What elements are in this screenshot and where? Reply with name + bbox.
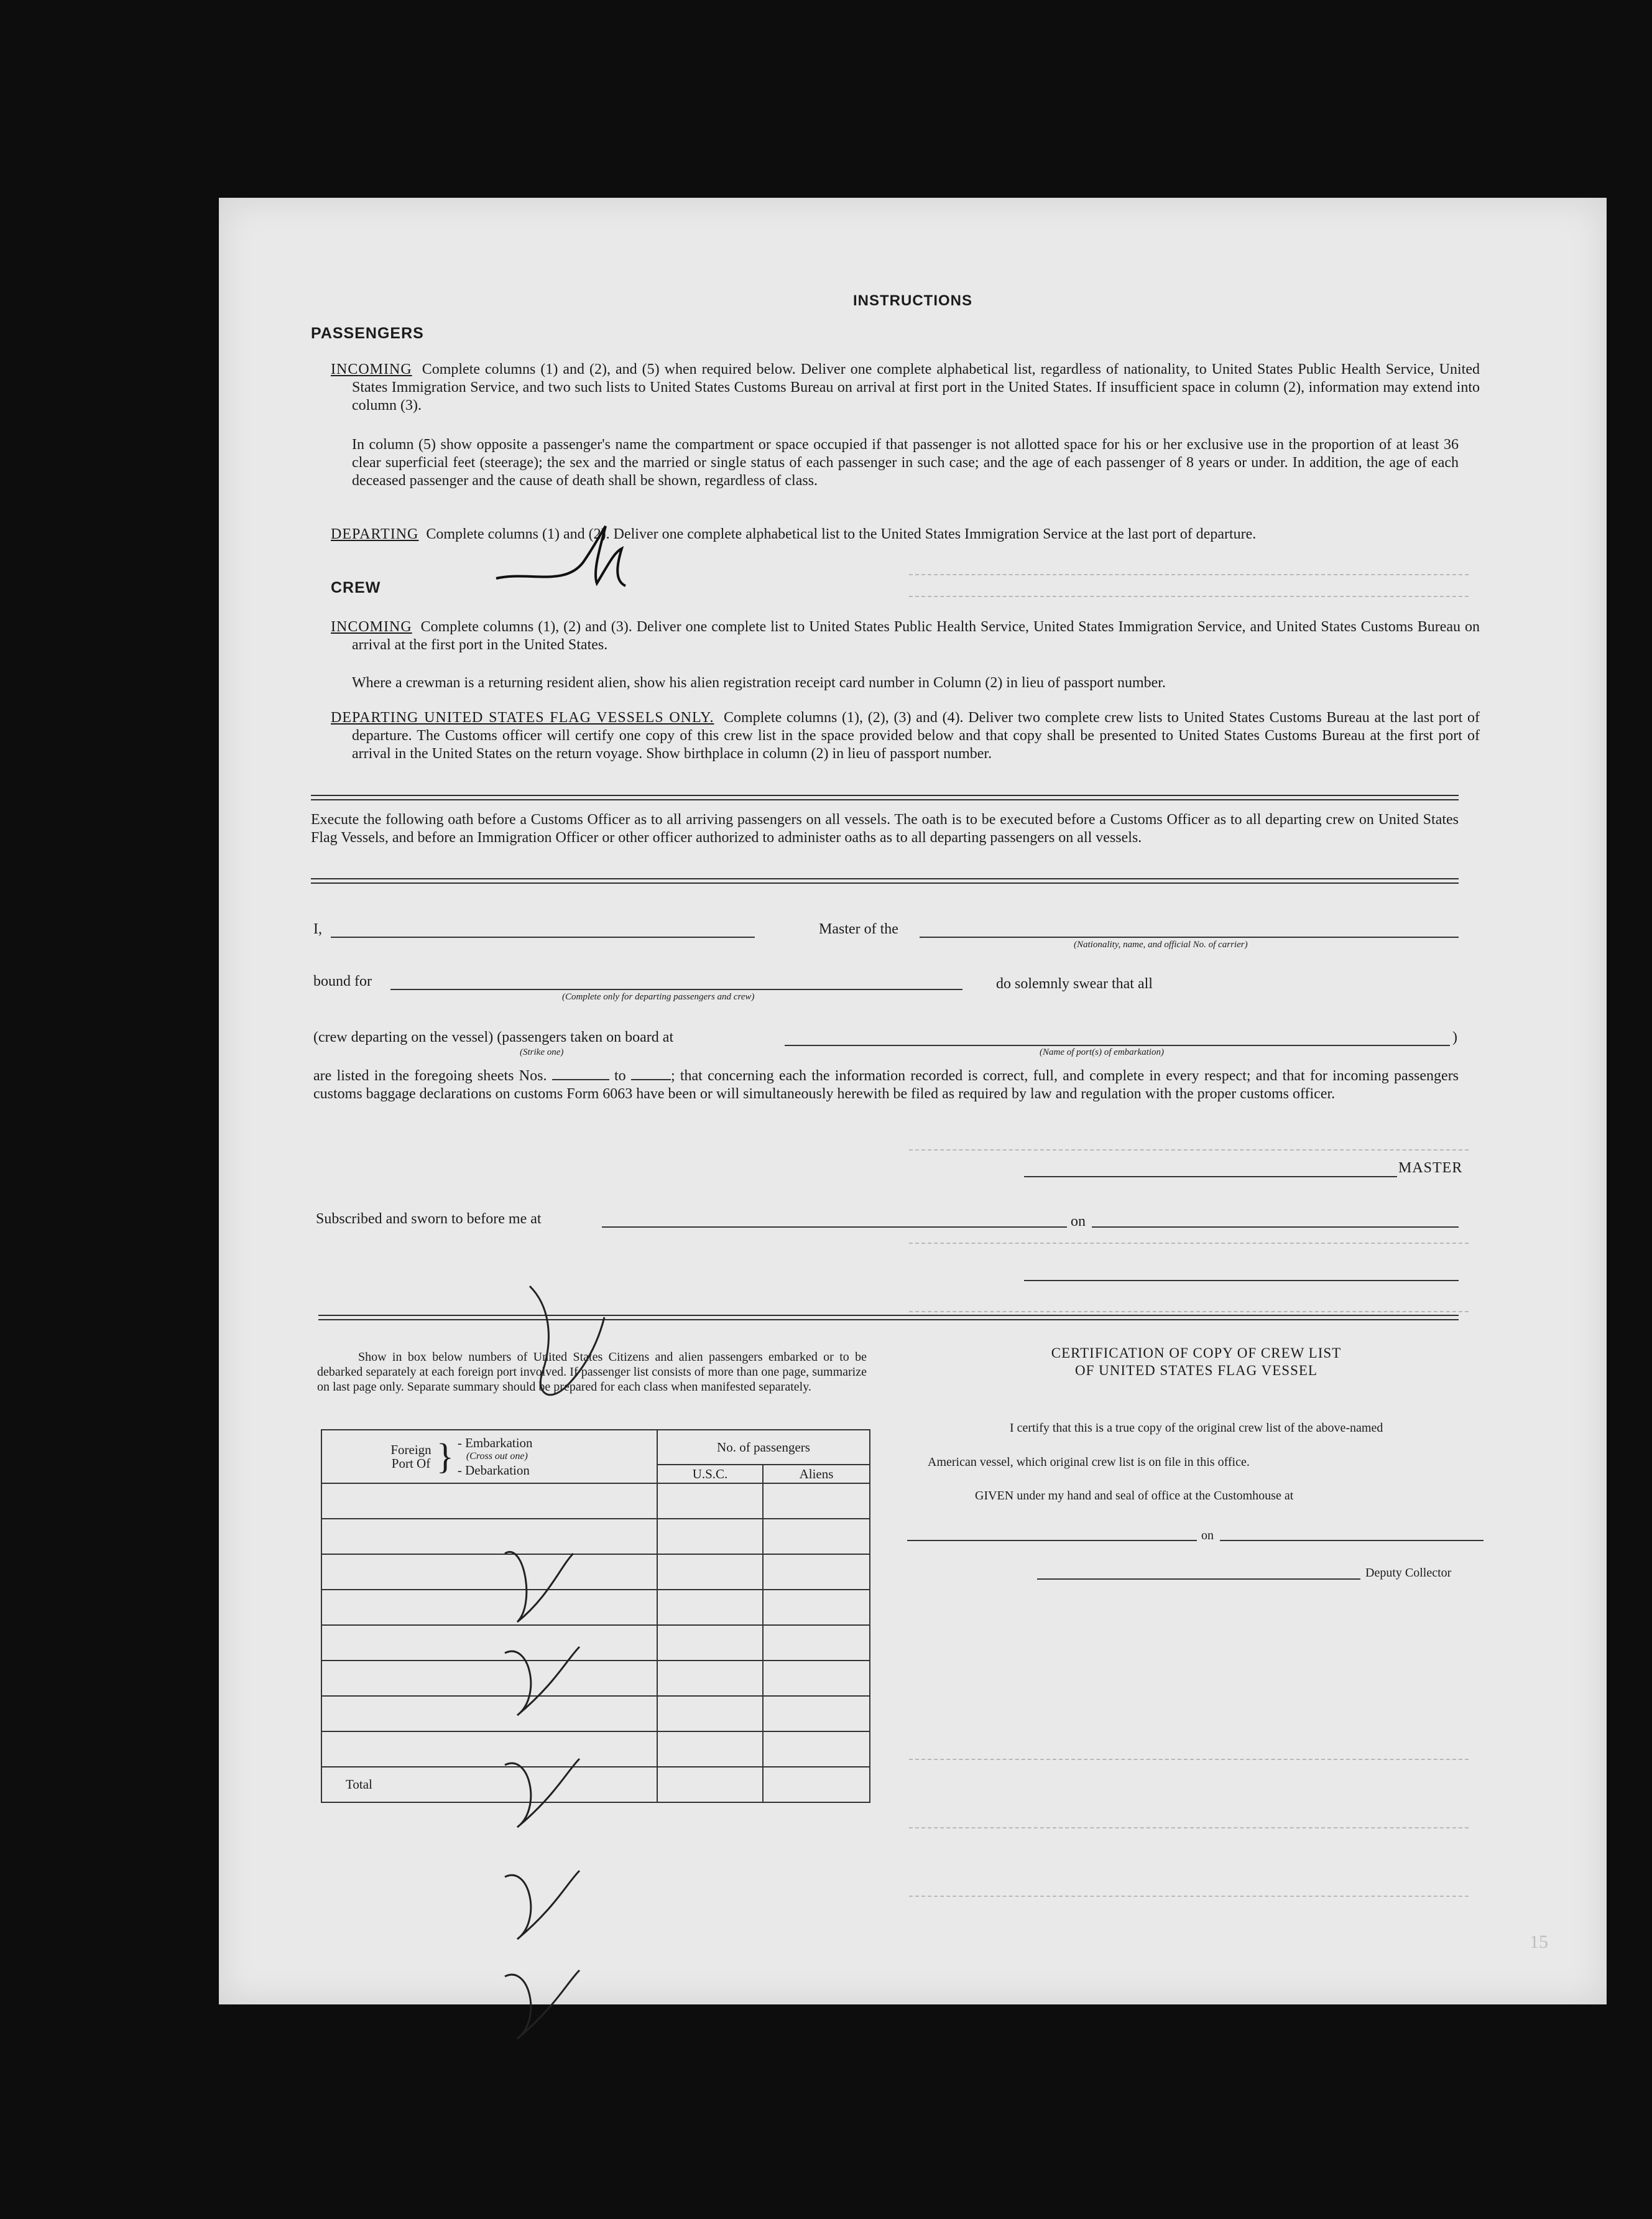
bound-for-hint: (Complete only for departing passengers and crew) <box>562 992 755 1002</box>
crew-departing-text: Complete columns (1), (2), (3) and (4). Deliver two complete crew lists to United States Customs Bureau at the last port of departure. The Customs officer will certify one copy of this crew list in the space provided below and that copy shall be presented to United States Customs Bureau at the first port of arrival in the United States on the return voyage. Show birthplace in column (2) in lieu of passport number. <box>352 710 1480 762</box>
usc-cell[interactable] <box>657 1661 763 1696</box>
cross-out-hint: (Cross out one) <box>466 1451 528 1462</box>
usc-cell[interactable] <box>657 1483 763 1519</box>
usc-cell[interactable] <box>657 1554 763 1590</box>
aliens-cell[interactable] <box>763 1554 870 1590</box>
bleed-through-line <box>909 1759 1469 1760</box>
summary-instructions: Show in box below numbers of United States Citizens and alien passengers embarked or to be debarked separately at each foreign port involved. If passenger list consists of more than one page, summarize on last page only. Separate summary should be prepared for each class when manifested separately. <box>317 1350 867 1394</box>
close-paren: ) <box>1452 1029 1457 1045</box>
ports-hint: (Name of port(s) of embarkation) <box>1040 1047 1164 1057</box>
instructions-title: INSTRUCTIONS <box>853 292 972 309</box>
usc-cell[interactable] <box>657 1590 763 1625</box>
section-divider <box>311 878 1459 884</box>
oath-i-label: I, <box>313 921 322 937</box>
swear-label: do solemnly swear that all <box>996 976 1153 992</box>
bleed-through-line <box>909 596 1469 597</box>
crew-heading: CREW <box>331 579 381 596</box>
aliens-cell[interactable] <box>763 1696 870 1731</box>
nationality-hint: (Nationality, name, and official No. of carrier) <box>1074 940 1248 950</box>
crew-passengers-strike-label: (crew departing on the vessel) (passengers taken on board at <box>313 1029 674 1045</box>
certification-date-field[interactable] <box>1220 1540 1484 1541</box>
aliens-cell[interactable] <box>763 1483 870 1519</box>
customhouse-field[interactable] <box>907 1540 1197 1541</box>
subscribed-date-field[interactable] <box>1092 1226 1459 1228</box>
bleed-through-line <box>909 1896 1469 1897</box>
certification-title-line1: CERTIFICATION OF COPY OF CREW LIST <box>1051 1345 1342 1361</box>
listed-prefix: are listed in the foregoing sheets Nos. <box>313 1068 547 1084</box>
master-label: MASTER <box>1398 1160 1463 1176</box>
passengers-heading: PASSENGERS <box>311 325 424 342</box>
sheet-from-field[interactable] <box>552 1079 609 1080</box>
no-passengers-header: No. of passengers <box>657 1430 870 1465</box>
crew-departing-label: DEPARTING UNITED STATES FLAG VESSELS ONLY. <box>331 710 714 726</box>
certification-on-label: on <box>1201 1529 1214 1542</box>
subscribed-label: Subscribed and sworn to before me at <box>316 1211 542 1227</box>
bleed-through-line <box>909 574 1469 575</box>
sheet-to-field[interactable] <box>631 1079 671 1080</box>
aliens-header: Aliens <box>763 1465 870 1483</box>
usc-header: U.S.C. <box>657 1465 763 1483</box>
certify-line2: American vessel, which original crew list is on file in this office. <box>928 1455 1250 1469</box>
passengers-departing-label: DEPARTING <box>331 526 419 542</box>
certification-title-line2: OF UNITED STATES FLAG VESSEL <box>1075 1363 1317 1378</box>
document-page <box>219 198 1607 2004</box>
bleed-through-line <box>909 1827 1469 1828</box>
crew-departing-paragraph <box>331 709 1480 763</box>
bound-for-label: bound for <box>313 973 372 989</box>
usc-cell[interactable] <box>657 1696 763 1731</box>
crew-incoming-label: INCOMING <box>331 619 412 635</box>
bleed-through-line <box>909 1149 1469 1151</box>
embarkation-label: - Embarkation <box>457 1435 533 1450</box>
oath-listed-paragraph <box>313 1067 1459 1103</box>
debarkation-label: - Debarkation <box>457 1463 530 1478</box>
listed-rest: ; that concerning each the information recorded is correct, full, and complete in every respect; and that for incoming passengers customs baggage declarations on customs Form 6063 have been or will simultaneously herewith be filed as required by law and regulation with the proper customs officer. <box>313 1068 1459 1102</box>
crew-incoming-text: Complete columns (1), (2) and (3). Deliver one complete list to United States Public Health Service, United States Immigration Service, and United States Customs Bureau on arrival at the first port in the United States. <box>352 619 1480 653</box>
foreign-port-label: Foreign Port Of <box>390 1442 431 1471</box>
certify-line1: I certify that this is a true copy of the original crew list of the above-named <box>1010 1421 1383 1435</box>
subscribed-place-field[interactable] <box>602 1226 1067 1228</box>
officer-signature-field[interactable] <box>1024 1280 1459 1281</box>
aliens-cell[interactable] <box>763 1661 870 1696</box>
deputy-signature-field[interactable] <box>1037 1578 1360 1580</box>
page-number: 15 <box>1530 1932 1548 1952</box>
aliens-cell[interactable] <box>763 1590 870 1625</box>
subscribed-on-label: on <box>1071 1213 1086 1230</box>
aliens-cell[interactable] <box>763 1625 870 1661</box>
handwritten-mark <box>505 1280 623 1411</box>
section-divider <box>311 795 1459 800</box>
usc-total-cell[interactable] <box>657 1767 763 1802</box>
crew-incoming-paragraph <box>331 618 1480 654</box>
passengers-incoming-label: INCOMING <box>331 361 412 378</box>
port-cell[interactable] <box>321 1483 657 1519</box>
usc-cell[interactable] <box>657 1519 763 1554</box>
handwritten-tally-marks <box>480 1529 604 2088</box>
usc-cell[interactable] <box>657 1625 763 1661</box>
foreign-port-header <box>321 1430 657 1483</box>
bound-for-field[interactable] <box>390 989 962 990</box>
oath-instructions: Execute the following oath before a Customs Officer as to all arriving passengers on all vessels. The oath is to be executed before a Customs Officer as to all departing crew on United States Flag Vessels, and before an Immigration Officer or other officer authorized to administer oaths as to all departing passengers on all vessels. <box>311 812 1459 846</box>
total-label: Total <box>321 1767 657 1802</box>
master-of-label: Master of the <box>819 921 898 937</box>
passengers-incoming-text: Complete columns (1) and (2), and (5) when required below. Deliver one complete alphabetical list, regardless of nationality, to United States Public Health Service, United States Immigration Service, and two such lists to United States Customs Bureau on arrival at first port in the United States. If insufficient space in column (2), information may extend into column (3). <box>352 361 1480 414</box>
section-divider <box>318 1315 1459 1320</box>
handwritten-signature-mark <box>490 521 639 602</box>
aliens-cell[interactable] <box>763 1519 870 1554</box>
listed-to: to <box>614 1068 626 1084</box>
embarkation-ports-field[interactable] <box>785 1045 1450 1046</box>
brace-glyph: } <box>436 1436 454 1476</box>
given-text: GIVEN under my hand and seal of office at the Customhouse at <box>975 1489 1294 1503</box>
passengers-incoming-paragraph <box>331 361 1480 415</box>
aliens-total-cell[interactable] <box>763 1767 870 1802</box>
master-signature-field[interactable] <box>1024 1176 1397 1177</box>
deputy-collector-label: Deputy Collector <box>1365 1566 1452 1580</box>
vessel-name-field[interactable] <box>920 937 1459 938</box>
usc-cell[interactable] <box>657 1731 763 1767</box>
bleed-through-line <box>909 1311 1469 1312</box>
aliens-cell[interactable] <box>763 1731 870 1767</box>
bleed-through-line <box>909 1243 1469 1244</box>
strike-one-hint: (Strike one) <box>520 1047 564 1057</box>
master-name-field[interactable] <box>331 937 755 938</box>
passengers-departing-text: Complete columns (1) and (2). Deliver one complete alphabetical list to the United States Immigration Service at the last port of departure. <box>426 526 1257 542</box>
passengers-column5-paragraph: In column (5) show opposite a passenger's name the compartment or space occupied if that passenger is not allotted space for his or her exclusive use in the proportion of at least 36 clear superficial feet (steerage); the sex and the married or single status of each passenger in such case; and the age of each passenger of 8 years or under. In addition, the age of each deceased passenger and the cause of death shall be shown, regardless of class. <box>352 437 1459 489</box>
certification-title <box>903 1345 1490 1379</box>
crew-resident-alien-paragraph: Where a crewman is a returning resident alien, show his alien registration receipt card number in Column (2) in lieu of passport number. <box>352 675 1166 691</box>
